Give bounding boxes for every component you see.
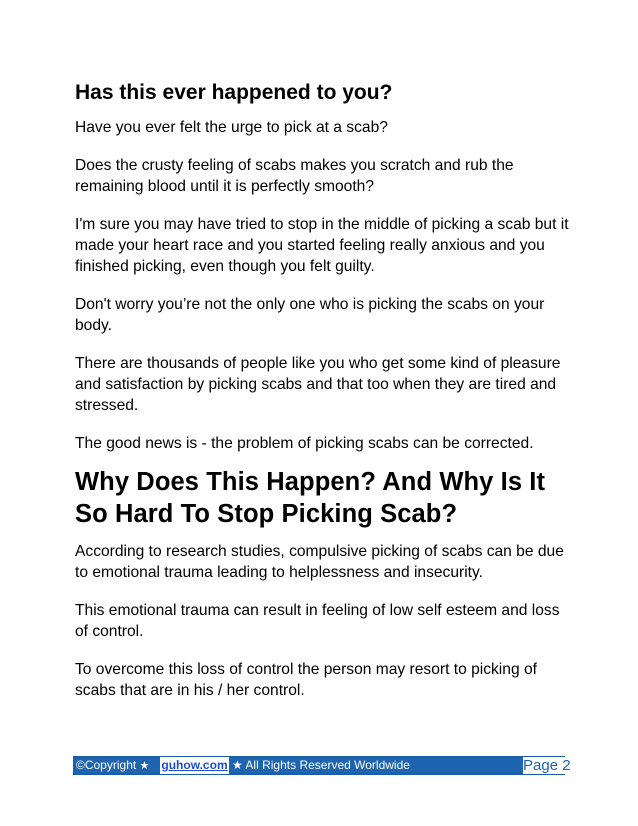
footer-inner (75, 757, 571, 774)
paragraph-1-5: There are thousands of people like you who get some kind of pleasure and satisfaction by picking scabs and that too when they are tired and stressed. (75, 355, 561, 414)
site-link[interactable]: guhow.com (161, 758, 228, 772)
star-icon: ★ (139, 760, 150, 772)
paragraph-1-2: Does the crusty feeling of scabs makes you scratch and rub the remaining blood until it is perfectly smooth? (75, 157, 514, 195)
paragraph-2-1: According to research studies, compulsive picking of scabs can be due to emotional trauma leading to helplessness and insecurity. (75, 543, 564, 581)
page-number: Page 2 (523, 757, 571, 774)
paragraph-1-1: Have you ever felt the urge to pick at a scab? (75, 119, 388, 136)
paragraph-2-2: This emotional trauma can result in feeling of low self esteem and loss of control. (75, 602, 560, 640)
paragraph-1-6: The good news is - the problem of picking scabs can be corrected. (75, 435, 534, 452)
page-footer (73, 756, 571, 775)
paragraph-1-4: Don't worry you’re not the only one who is picking the scabs on your body. (75, 296, 545, 334)
footer-rights: ★ All Rights Reserved Worldwide (232, 758, 410, 772)
footer-copyright (76, 758, 149, 774)
section-heading-2: Why Does This Happen? And Why Is It So Hard To Stop Picking Scab? (75, 468, 546, 528)
copyright-text: ©Copyright (76, 758, 137, 772)
paragraph-1-3: I'm sure you may have tried to stop in the middle of picking a scab but it made your heart race and you started feeling really anxious and you finished picking, even though you felt guilty. (75, 216, 569, 275)
page-content (75, 80, 575, 701)
paragraph-2-3: To overcome this loss of control the person may resort to picking of scabs that are in his / her control. (75, 661, 537, 699)
section-heading-1: Has this ever happened to you? (75, 81, 393, 104)
